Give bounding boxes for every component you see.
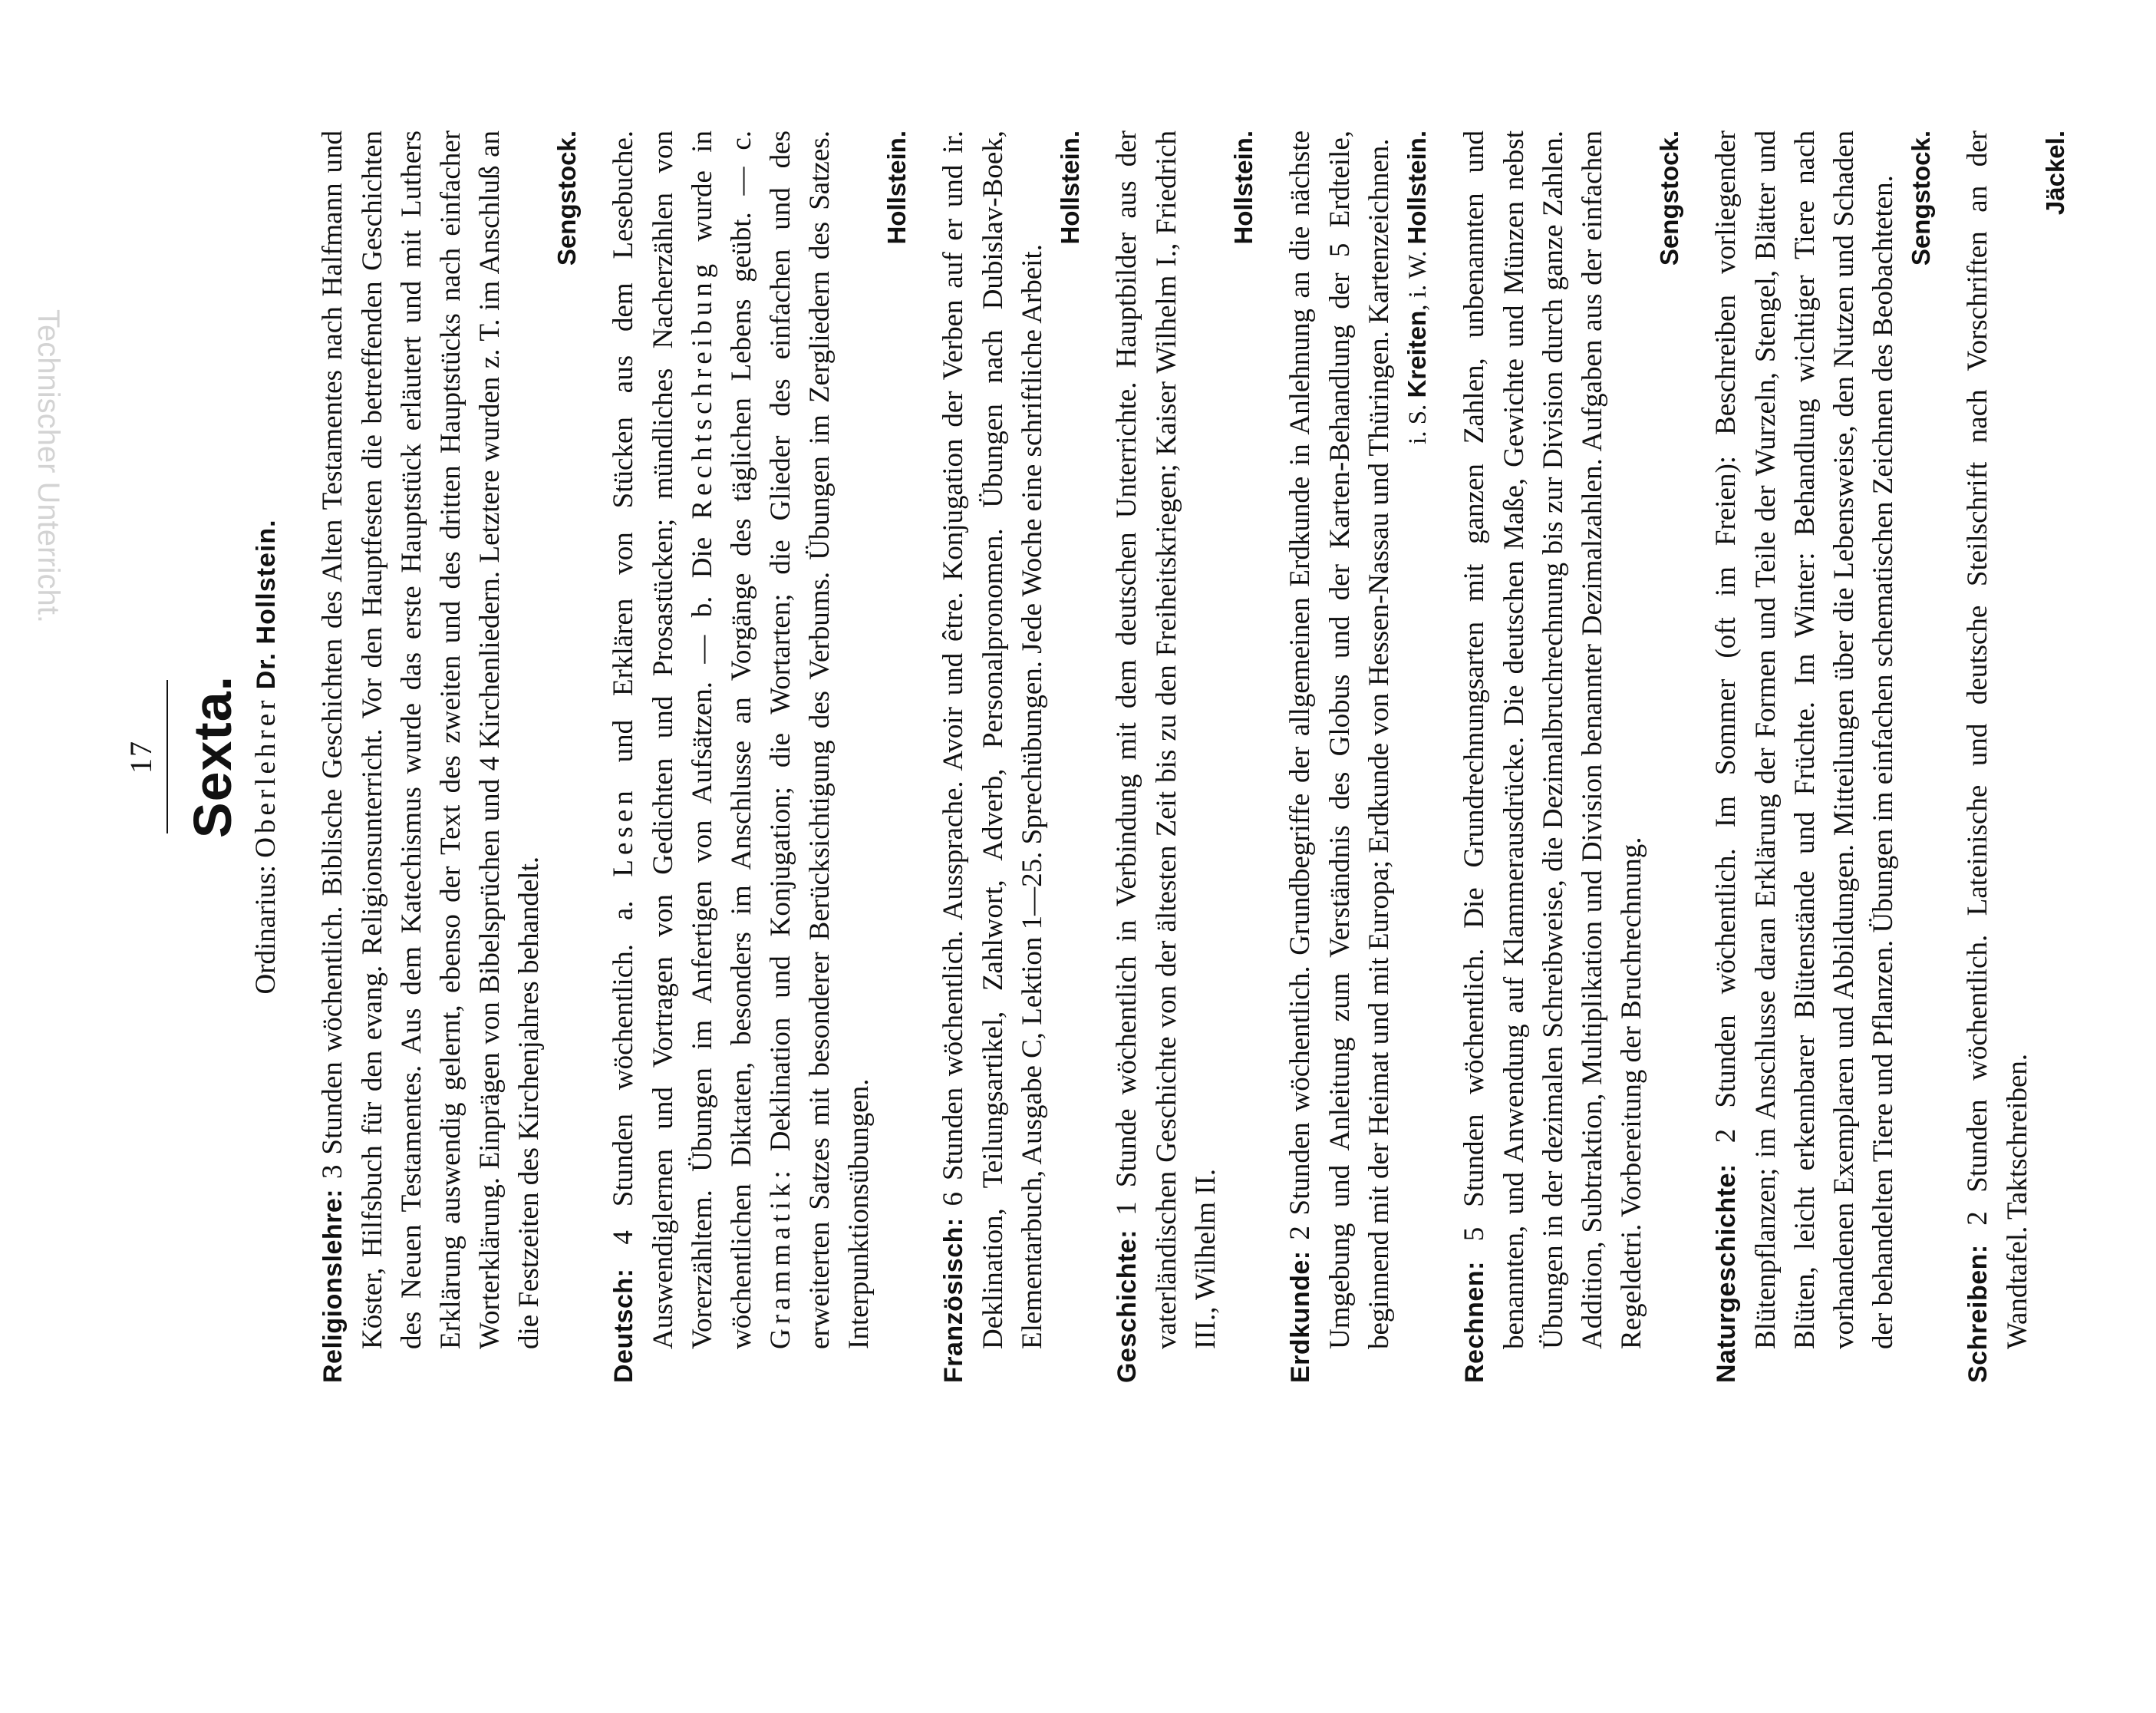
subject-text: 5 Stunden wöchentlich. Die Grundrechnungsarten mit ganzen Zahlen, unbenannten und benannten, und Anwendung auf Klammerausdrücke. Die deutschen Maße, Gewichte und Münzen nebst Übungen in der dezimalen Schreibweise, die Dezimalbruchrechnung bis zur Division durch ganze Zahlen. Addition, Subtraktion, Multiplikation und Division benannter Dezimalzahlen. Aufgaben aus der einfachen Regeldetri. Vorbereitung der Bruchrechnung. bbox=[1459, 130, 1647, 1349]
subject-text: 4 Stunden wöchentlich. a. bbox=[608, 876, 639, 1245]
teacher-signature: Hollstein. bbox=[1056, 130, 1084, 245]
subject-text: 2 Stunden wöchentlich. Lateinische und deutsche Steilschrift nach Vorschriften an der Wandtafel. Taktschreiben. bbox=[1962, 130, 2033, 1349]
subject-label: Deutsch: bbox=[609, 1268, 638, 1383]
spaced-term: Lesen bbox=[608, 786, 639, 877]
subject-section bbox=[1107, 130, 1262, 1383]
subject-text: : Deklination und Konjugation; die Wortarten; die Glieder des einfachen und des erweiterten Satzes mit besonderer Berücksichtigung des Verbums. Übungen im Zergliedern des Satzes. Interpunktionsübungen. bbox=[765, 130, 875, 1349]
subject-section bbox=[1706, 130, 1940, 1383]
ordinarius-prefix: Ordinarius: bbox=[250, 857, 282, 995]
subject-label: Religionslehre: bbox=[318, 1188, 348, 1383]
teacher-signature: Sengstock. bbox=[1655, 130, 1683, 266]
subject-section bbox=[313, 130, 585, 1383]
subject-sections bbox=[313, 130, 2074, 1383]
subject-text: 6 Stunden wöchentlich. Aussprache. Avoir und être. Konjugation der Verben auf er und ir. Deklination, Teilungsartikel, Zahlwort, Adverb, Personalpronomen. Übungen nach Dubislav-Boek, Elementarbuch, Ausgabe C, Lektion 1—25. Sprechübungen. Jede Woche eine schriftliche Arbeit. bbox=[938, 130, 1048, 1349]
subject-text: 2 Stunden wöchentlich. Im Sommer (oft im Freien): Beschreiben vorliegender Blütenpflanzen; im Anschlusse daran Erklärung der Formen und Teile der Wurzeln, Stengel, Blätter und Blüten, leicht erkennbarer Blütenstände und Früchte. Im Winter: Behandlung wichtiger Tiere nach vorhandenen Exemplaren und Abbildungen. Mitteilungen über die Lebensweise, den Nutzen und Schaden der behandelten Tiere und Pflanzen. Übungen im einfachen schematischen Zeichnen des Beobachteten. bbox=[1710, 130, 1899, 1349]
subject-text: 2 Stunden wöchentlich. Grundbegriffe der allgemeinen Erdkunde in Anlehnung an die nächste Umgebung und Anleitung zum Verständnis des Globus und der Karten-Behandlung der 5 Erdteile, beginnend mit der Heimat und mit Europa; Erdkunde von Hessen-Nassau und Thüringen. Kartenzeichnen. bbox=[1284, 130, 1395, 1349]
subject-section bbox=[934, 130, 1089, 1383]
signature-text: i. S. bbox=[1404, 398, 1432, 444]
subject-label: Geschichte: bbox=[1113, 1229, 1142, 1383]
page-title: Sexta. bbox=[183, 675, 242, 839]
subject-text: 1 Stunde wöchentlich in Verbindung mit dem deutschen Unterrichte. Hauptbilder aus der vaterländischen Geschichte von der ältesten Zeit bis zu den Freiheitskriegen; Kaiser Wilhelm I., Friedrich III., Wilhelm II. bbox=[1111, 130, 1221, 1349]
subject-label: Naturgeschichte: bbox=[1712, 1163, 1741, 1383]
subject-text: und Erklären von Stücken aus dem Lesebuche. Auswendiglernen und Vortragen von Gedichten und Prosastücken; mündliches Nacherzählen von Vorerzähltem. Übungen im Anfertigen von Aufsätzen. — b. Die bbox=[608, 130, 718, 1349]
subject-label: Erdkunde: bbox=[1286, 1250, 1315, 1383]
ordinarius-name: Dr. Hollstein. bbox=[252, 519, 281, 690]
teacher-signature: Jäckel. bbox=[2041, 130, 2069, 216]
bleed-through-heading: Technischer Unterricht. bbox=[31, 309, 65, 623]
spaced-term: Grammatik bbox=[765, 1178, 796, 1349]
teacher-signature: Hollstein. bbox=[882, 130, 911, 245]
ordinarius-role: Oberlehrer bbox=[250, 696, 282, 858]
page-number: 17 bbox=[123, 680, 168, 833]
teacher-name: Hollstein. bbox=[1403, 130, 1431, 245]
subject-section bbox=[1455, 130, 1688, 1383]
spaced-term: Rechtschreibung bbox=[687, 259, 718, 520]
signature-text: , i. W. bbox=[1404, 244, 1432, 311]
subject-text: 3 Stunden wöchentlich. Biblische Geschichten des Alten Testamentes nach Halfmann und Köster, Hilfsbuch für den evang. Religionsunterricht. Vor den Hauptfesten die betreffenden Geschichten des Neuen Testamentes. Aus dem Katechismus wurde das erste Hauptstück erläutert und mit Luthers Erklärung auswendig gelernt, ebenso der Text des zweiten und des dritten Hauptstücks nach einfacher Worterklärung. Einprägen von Bibelsprüchen und 4 Kirchenliedern. Letztere wurden z. T. im Anschluß an die Festzeiten des Kirchenjahres behandelt. bbox=[317, 130, 545, 1349]
teacher-signature: Hollstein. bbox=[1229, 130, 1258, 245]
subject-section bbox=[604, 130, 915, 1383]
teacher-signature: Sengstock. bbox=[1907, 130, 1935, 266]
subject-label: Rechnen: bbox=[1460, 1261, 1489, 1383]
subject-section bbox=[1958, 130, 2074, 1383]
subject-label: Schreiben: bbox=[1963, 1244, 1993, 1383]
teacher-signature bbox=[1399, 130, 1436, 1349]
teacher-name: Kreiten bbox=[1403, 310, 1431, 398]
ordinarius-line bbox=[249, 130, 282, 1383]
subject-label: Französisch: bbox=[939, 1217, 968, 1383]
subject-section bbox=[1281, 130, 1436, 1383]
teacher-signature: Sengstock. bbox=[552, 130, 581, 266]
subject-text: wurde in wöchentlichen Diktaten, besonders im Anschlusse an Vorgänge des täglichen Lebens geübt. — c. bbox=[687, 130, 757, 1349]
